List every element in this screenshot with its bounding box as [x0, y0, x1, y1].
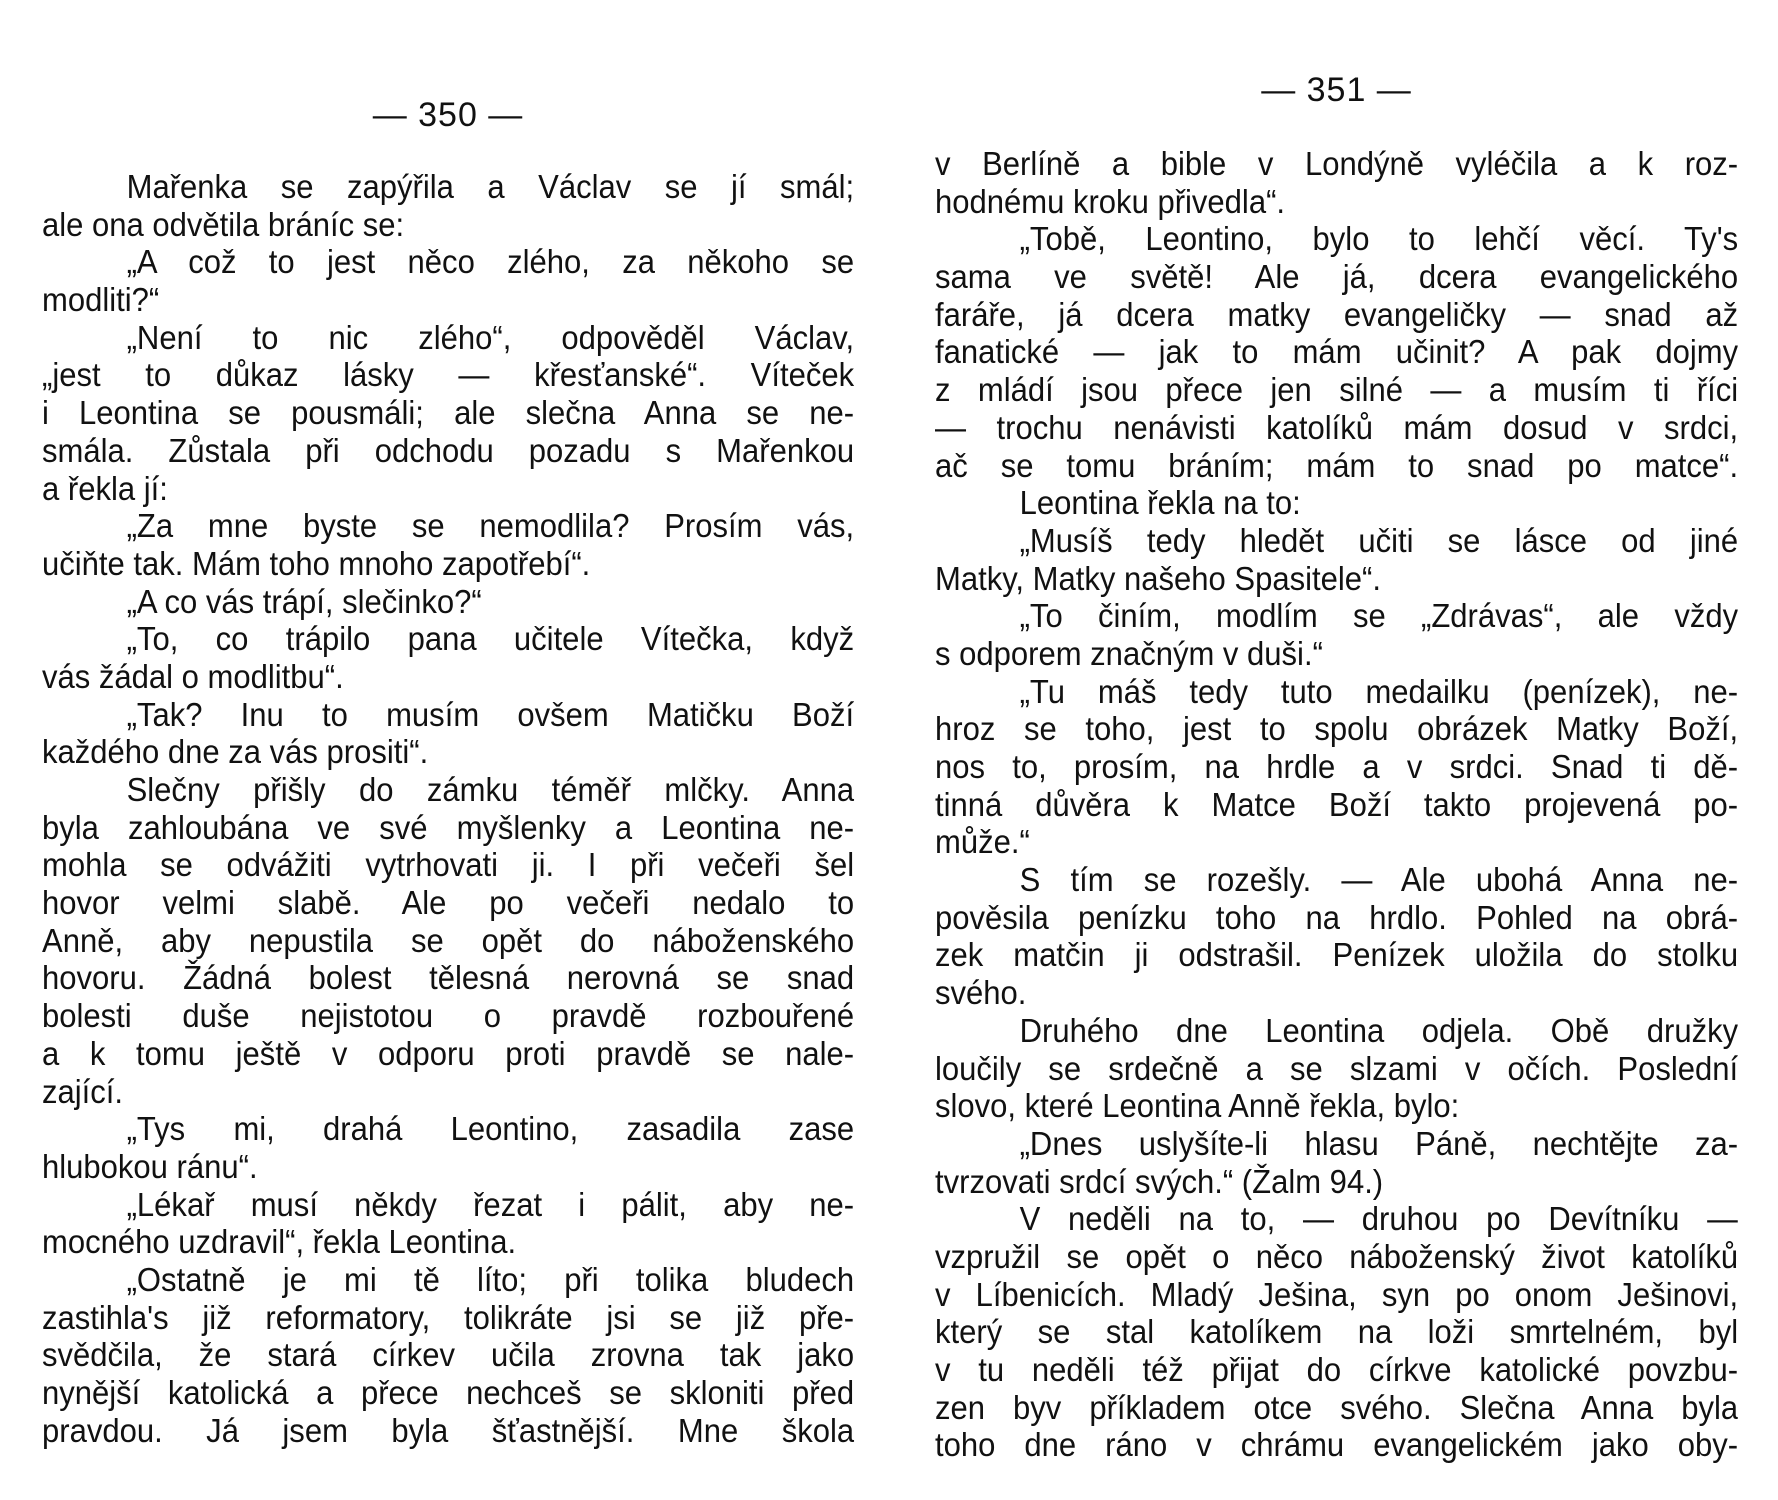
text-line: „A což to jest něco zlého, za někoho se: [126, 243, 855, 281]
text-line: — trochu nenávisti katolíků mám dosud v srdci,: [935, 408, 1739, 446]
text-line: zastihla's již reformatory, tolikráte jsi se již pře-: [42, 1298, 855, 1336]
text-line: „To, co trápilo pana učitele Vítečka, když: [126, 620, 855, 658]
text-line: zen byv příkladem otce svého. Slečna Anna byla: [935, 1388, 1739, 1426]
text-line: a řekla jí:: [42, 469, 168, 507]
text-line: Mařenka se zapýřila a Václav se jí smál;: [126, 168, 855, 205]
left-page: [42, 0, 854, 1500]
text-line: „Tobě, Leontino, bylo to lehčí věcí. Ty's: [1019, 220, 1739, 258]
text-line: hroz se toho, jest to spolu obrázek Matky Boží,: [935, 710, 1739, 748]
text-line: hovor velmi slabě. Ale po večeři nedalo to: [42, 884, 855, 922]
text-line: a k tomu ještě v odporu proti pravdě se nale-: [42, 1034, 855, 1072]
text-line: hlubokou ránu“.: [42, 1147, 258, 1185]
text-line: „Tak? Inu to musím ovšem Matičku Boží: [126, 695, 855, 733]
text-line: „Musíš tedy hledět učiti se lásce od jiné: [1019, 521, 1739, 559]
text-line: Leontina řekla na to:: [1019, 484, 1301, 522]
page-number: — 351 —: [1261, 71, 1412, 109]
text-line: vzpružil se opět o něco náboženský život katolíků: [935, 1237, 1739, 1275]
text-line: zek matčin ji odstrašil. Penízek uložila do stolku: [935, 936, 1739, 974]
text-line: V neděli na to, — druhou po Devítníku —: [1019, 1200, 1739, 1238]
text-line: v Berlíně a bible v Londýně vyléčila a k roz-: [935, 145, 1739, 182]
text-line: „Tu máš tedy tuto medailku (penízek), ne-: [1019, 672, 1739, 710]
text-line: „Za mne byste se nemodlila? Prosím vás,: [126, 507, 855, 545]
text-line: vás žádal o modlitbu“.: [42, 657, 344, 695]
text-line: „jest to důkaz lásky — křesťanské“. Víteček: [42, 356, 855, 394]
text-line: tvrzovati srdcí svých.“ (Žalm 94.): [935, 1162, 1384, 1200]
text-line: ale ona odvětila bráníc se:: [42, 205, 405, 243]
right-page: [935, 0, 1738, 1500]
text-line: Matky, Matky našeho Spasitele“.: [935, 559, 1381, 597]
text-line: z mládí jsou přece jen silné — a musím ti říci: [935, 371, 1739, 409]
text-line: smála. Zůstala při odchodu pozadu s Mařenkou: [42, 431, 855, 469]
text-line: loučily se srdečně a se slzami v očích. Poslední: [935, 1049, 1739, 1087]
text-line: v Líbenicích. Mladý Ješina, syn po onom Ješinovi,: [935, 1275, 1739, 1313]
text-line: „Není to nic zlého“, odpověděl Václav,: [126, 318, 855, 356]
text-line: modliti?“: [42, 281, 160, 319]
text-line: „Lékař musí někdy řezat i pálit, aby ne-: [126, 1185, 855, 1223]
page-number: — 350 —: [372, 96, 524, 134]
text-line: „To činím, modlím se „Zdrávas“, ale vždy: [1019, 597, 1739, 635]
text-line: byla zahloubána ve své myšlenky a Leontina ne-: [42, 808, 855, 846]
text-line: toho dne ráno v chrámu evangelickém jako oby-: [935, 1426, 1739, 1464]
text-line: svědčila, že stará církev učila zrovna tak jako: [42, 1336, 855, 1374]
text-line: zající.: [42, 1072, 124, 1110]
text-line: „A co vás trápí, slečinko?“: [126, 582, 482, 620]
page-text: [42, 168, 854, 1449]
text-line: každého dne za vás prositi“.: [42, 733, 429, 771]
text-line: nos to, prosím, na hrdle a v srdci. Snad ti dě-: [935, 748, 1739, 785]
text-line: s odporem značným v duši.“: [935, 634, 1323, 672]
text-line: „Dnes uslyšíte-li hlasu Páně, nechtějte za-: [1019, 1124, 1739, 1162]
text-line: slovo, které Leontina Anně řekla, bylo:: [935, 1087, 1460, 1125]
text-line: Druhého dne Leontina odjela. Obě družky: [1019, 1011, 1739, 1049]
text-line: i Leontina se pousmáli; ale slečna Anna se ne-: [42, 394, 855, 432]
text-line: v tu neděli též přijat do církve katolické povzbu-: [935, 1351, 1739, 1388]
text-line: hodnému kroku přivedla“.: [935, 182, 1286, 220]
page-text: [935, 145, 1738, 1464]
text-line: mohla se odvážiti vytrhovati ji. I při večeři šel: [42, 846, 855, 884]
text-line: ač se tomu bráním; mám to snad po matce“.: [935, 446, 1739, 484]
text-line: „Tys mi, drahá Leontino, zasadila zase: [126, 1110, 855, 1148]
text-line: fanatické — jak to mám učinit? A pak dojmy: [935, 333, 1739, 371]
text-line: „Ostatně je mi tě líto; při tolika bludech: [126, 1260, 855, 1298]
text-line: svého.: [935, 974, 1027, 1012]
text-line: sama ve světě! Ale já, dcera evangelického: [935, 258, 1739, 296]
text-line: který se stal katolíkem na loži smrtelném, byl: [935, 1313, 1739, 1351]
text-line: nynější katolická a přece nechceš se skloniti před: [42, 1374, 855, 1411]
text-line: učiňte tak. Mám toho mnoho zapotřebí“.: [42, 544, 591, 582]
text-line: S tím se rozešly. — Ale ubohá Anna ne-: [1019, 861, 1739, 899]
text-line: může.“: [935, 823, 1030, 861]
text-line: tinná důvěra k Matce Boží takto projevená po-: [935, 785, 1739, 823]
text-line: bolesti duše nejistotou o pravdě rozbouřené: [42, 997, 855, 1035]
text-line: pravdou. Já jsem byla šťastnější. Mne škola: [42, 1411, 855, 1449]
text-line: Slečny přišly do zámku téměř mlčky. Anna: [126, 771, 855, 808]
text-line: Anně, aby nepustila se opět do náboženského: [42, 921, 855, 959]
text-line: faráře, já dcera matky evangeličky — snad až: [935, 295, 1739, 333]
text-line: hovoru. Žádná bolest tělesná nerovná se snad: [42, 959, 855, 997]
text-line: mocného uzdravil“, řekla Leontina.: [42, 1223, 517, 1261]
text-line: pověsila penízku toho na hrdlo. Pohled na obrá-: [935, 898, 1739, 936]
